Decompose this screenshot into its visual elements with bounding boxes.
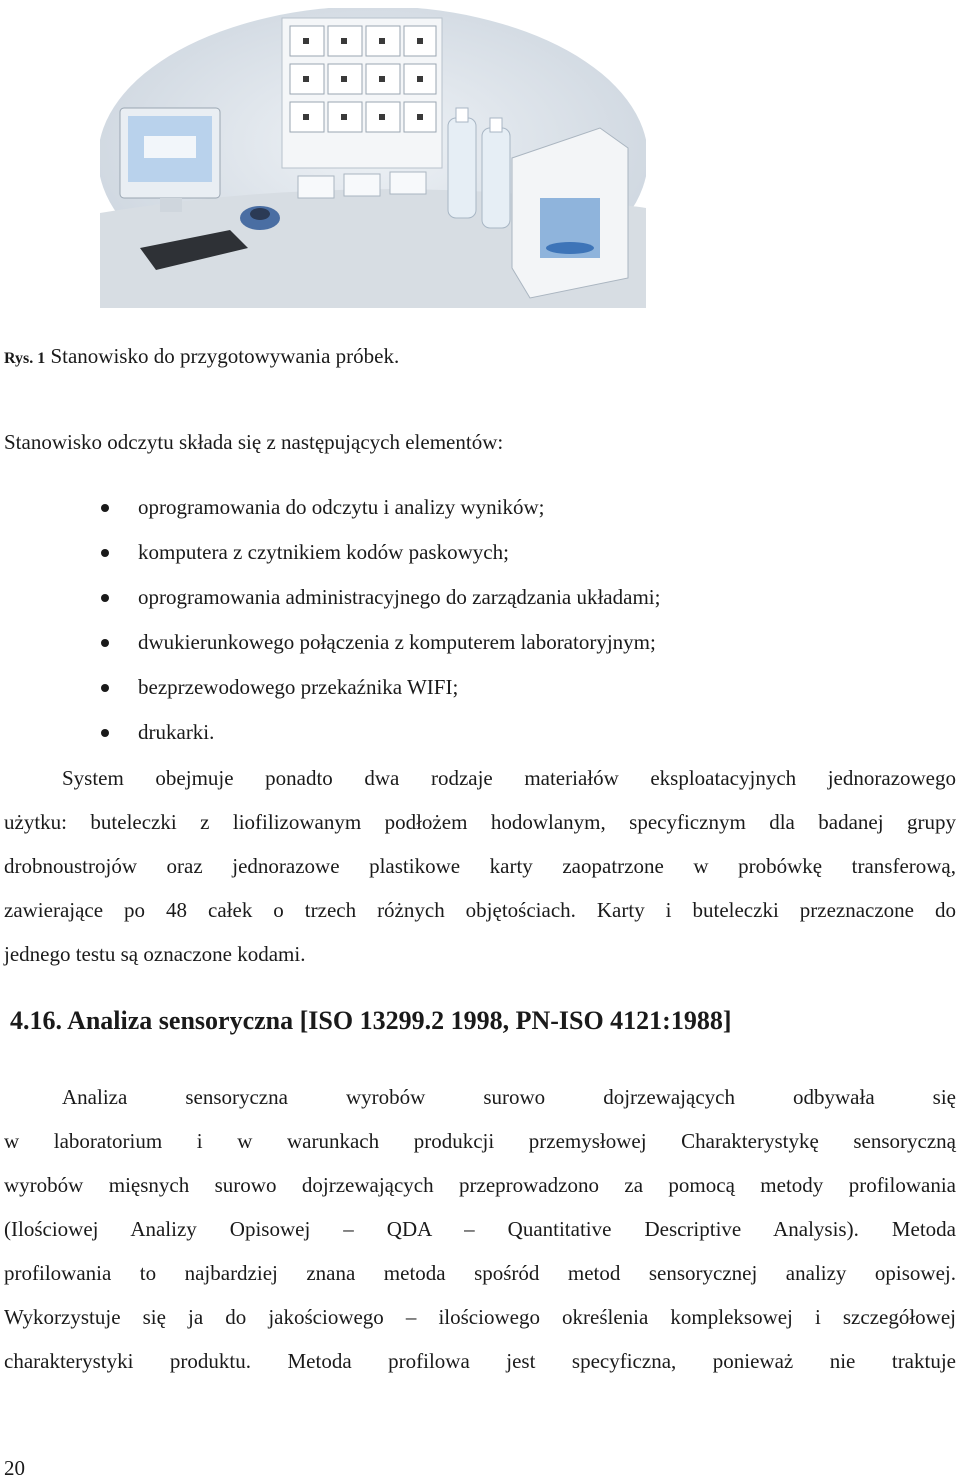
list-item-text: komputera z czytnikiem kodów paskowych;: [138, 540, 509, 564]
paragraph-sensory: [4, 1075, 956, 1383]
paragraph-line: (Ilościowej Analizy Opisowej – QDA – Quantitative Descriptive Analysis). Metoda: [4, 1217, 956, 1241]
paragraph-line: drobnoustrojów oraz jednorazowe plastikowe karty zaopatrzone w probówkę transferową,: [4, 854, 956, 878]
list-item: [0, 537, 660, 582]
list-item-text: dwukierunkowego połączenia z komputerem laboratoryjnym;: [138, 630, 656, 654]
list-item-text: oprogramowania do odczytu i analizy wyników;: [138, 495, 545, 519]
page-number: 20: [4, 1456, 25, 1480]
list-item-text: drukarki.: [138, 720, 215, 744]
paragraph-line: w laboratorium i w warunkach produkcji przemysłowej Charakterystykę sensoryczną: [4, 1129, 956, 1153]
section-heading: 4.16. Analiza sensoryczna [ISO 13299.2 1998, PN-ISO 4121:1988]: [10, 1006, 732, 1035]
bullet-icon: [101, 504, 109, 512]
lab-station-photo: [100, 8, 646, 308]
bullet-icon: [101, 639, 109, 647]
section-lead: Stanowisko odczytu składa się z następujących elementów:: [4, 430, 504, 454]
paragraph-line: System obejmuje ponadto dwa rodzaje materiałów eksploatacyjnych jednorazowego: [62, 766, 956, 790]
paragraph-line: wyrobów mięsnych surowo dojrzewających przeprowadzono za pomocą metody profilowania: [4, 1173, 956, 1197]
list-item: [0, 492, 660, 537]
paragraph-line: jednego testu są oznaczone kodami.: [4, 942, 306, 966]
paragraph-line: Analiza sensoryczna wyrobów surowo dojrzewających odbywała się: [62, 1085, 956, 1109]
list-item-text: oprogramowania administracyjnego do zarządzania układami;: [138, 585, 661, 609]
list-item: [0, 627, 660, 672]
bullet-icon: [101, 729, 109, 737]
barcode-scanner: [240, 206, 280, 230]
carton-rack: [282, 18, 442, 168]
paragraph-line: zawierające po 48 całek o trzech różnych objętościach. Karty i buteleczki przeznaczone do: [4, 898, 956, 922]
figure-caption-label: Rys. 1: [4, 350, 46, 367]
paragraph-line: profilowania to najbardziej znana metoda spośród metod sensorycznej analizy opisowej.: [4, 1261, 956, 1285]
paragraph-line: Wykorzystuje się ja do jakościowego – ilościowego określenia kompleksowej i szczegółowej: [4, 1305, 956, 1329]
list-item-text: bezprzewodowego przekaźnika WIFI;: [138, 675, 459, 699]
list-item: [0, 582, 660, 627]
figure-caption: [4, 344, 399, 369]
paragraph-materials: [4, 756, 956, 976]
component-list: [0, 492, 660, 762]
reader-instrument: [512, 128, 628, 298]
paragraph-line: użytku: buteleczki z liofilizowanym podłożem hodowlanym, specyficznym dla badanej grupy: [4, 810, 956, 834]
bullet-icon: [101, 594, 109, 602]
paragraph-line: charakterystyki produktu. Metoda profilowa jest specyficzna, ponieważ nie traktuje: [4, 1349, 956, 1373]
bullet-icon: [101, 684, 109, 692]
bullet-icon: [101, 549, 109, 557]
figure-caption-text: Stanowisko do przygotowywania próbek.: [50, 344, 400, 368]
computer-monitor: [120, 108, 220, 212]
test-cards: [298, 172, 426, 198]
list-item: [0, 672, 660, 717]
